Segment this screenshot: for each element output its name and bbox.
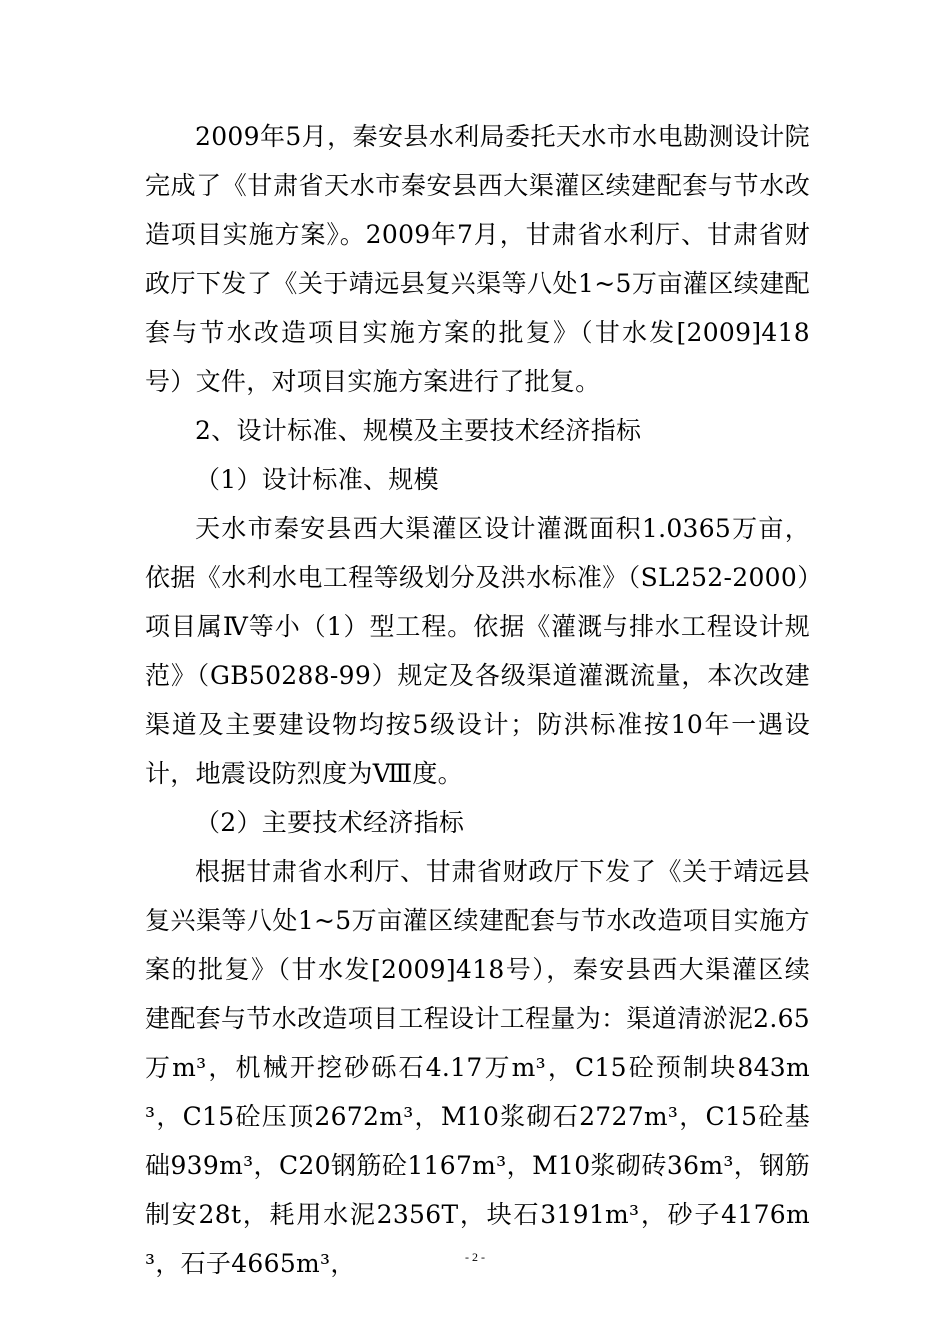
section-heading-design-standards: 2、设计标准、规模及主要技术经济指标 [195, 416, 642, 445]
subsection-heading-standards-scale: （1）设计标准、规模 [195, 465, 439, 494]
paragraph-project-background: 2009年5月，秦安县水利局委托天水市水电勘测设计院完成了《甘肃省天水市秦安县西大渠灌区续建配套与节水改造项目实施方案》。2009年7月，甘肃省水利厅、甘肃省财政厅下发了《关于靖远县复兴渠等八处1~5万亩灌区续建配套与节水改造项目实施方案的批复》（甘水发[2009]418号）文件，对项目实施方案进行了批复。 [145, 122, 810, 396]
paragraph-technical-indicators: 根据甘肃省水利厅、甘肃省财政厅下发了《关于靖远县复兴渠等八处1~5万亩灌区续建配套与节水改造项目实施方案的批复》（甘水发[2009]418号），秦安县西大渠灌区续建配套与节水改造项目工程设计工程量为：渠道清淤泥2.65万m³，机械开挖砂砾石4.17万m³，C15砼预制块843m³，C15砼压顶2672m³，M10浆砌石2727m³，C15砼基础939m³，C20钢筋砼1167m³，M10浆砌砖36m³，钢筋制安28t，耗用水泥2356T，块石3191m³，砂子4176m³，石子4665m³， [145, 857, 810, 1278]
document-body [145, 112, 810, 1288]
subsection-heading-technical-indicators: （2）主要技术经济指标 [195, 808, 465, 837]
paragraph-standards-scale: 天水市秦安县西大渠灌区设计灌溉面积1.0365万亩，依据《水利水电工程等级划分及洪水标准》（SL252-2000）项目属Ⅳ等小（1）型工程。依据《灌溉与排水工程设计规范》（GB50288-99）规定及各级渠道灌溉流量，本次改建渠道及主要建设物均按5级设计；防洪标准按10年一遇设计，地震设防烈度为Ⅷ度。 [145, 514, 810, 788]
page-number: - 2 - [465, 1250, 485, 1264]
